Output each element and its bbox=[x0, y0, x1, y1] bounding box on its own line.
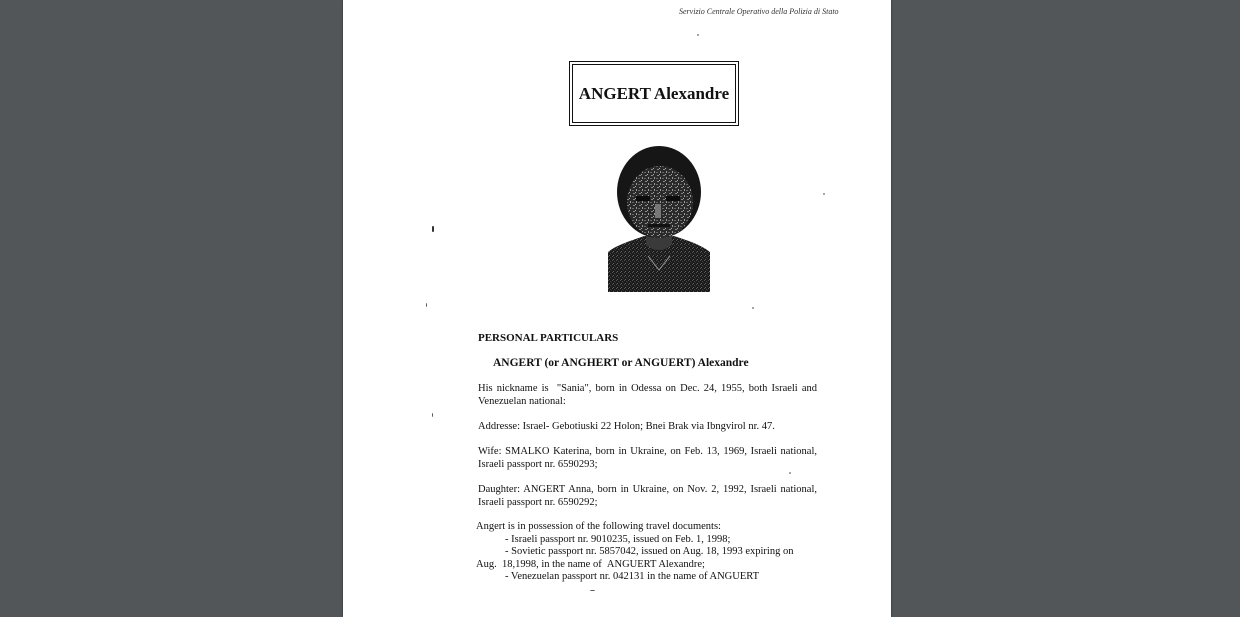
scan-speck bbox=[426, 303, 427, 307]
section-heading: PERSONAL PARTICULARS bbox=[478, 332, 619, 344]
scan-speck bbox=[752, 307, 754, 309]
page-title: ANGERT Alexandre bbox=[578, 83, 730, 103]
header-line: Servizio Centrale Operativo della Polizia di Stato bbox=[679, 7, 839, 16]
address-paragraph: Addresse: Israel- Gebotiuski 22 Holon; Bnei Brak via Ibngvirol nr. 47. bbox=[478, 421, 775, 432]
travel-documents-section bbox=[476, 521, 817, 584]
scan-speck bbox=[432, 226, 434, 232]
nickname-paragraph: His nickname is "Sania", born in Odessa on Dec. 24, 1955, both Israeli and Venezuelan national: bbox=[478, 383, 817, 407]
scan-speck bbox=[789, 472, 791, 474]
travel-document-item: - Venezuelan passport nr. 042131 in the name of ANGUERT bbox=[505, 571, 760, 583]
daughter-paragraph: Daughter: ANGERT Anna, born in Ukraine, on Nov. 2, 1992, Israeli national, Israeli passport nr. 6590292; bbox=[478, 484, 817, 508]
travel-document-item: - Sovietic passport nr. 5857042, issued on Aug. 18, 1993 expiring on bbox=[505, 546, 794, 558]
title-box bbox=[569, 61, 739, 126]
portrait-photo bbox=[608, 144, 710, 292]
travel-documents-intro: Angert is in possession of the following travel documents: bbox=[476, 521, 721, 532]
title-box-inner bbox=[572, 64, 736, 123]
scan-speck bbox=[697, 34, 699, 36]
scan-speck bbox=[590, 590, 595, 591]
travel-document-item: - Israeli passport nr. 9010235, issued on Feb. 1, 1998; bbox=[505, 533, 731, 545]
scan-speck bbox=[432, 413, 433, 417]
travel-document-item: Aug. 18,1998, in the name of ANGUERT Alexandre; bbox=[476, 558, 705, 570]
document-page bbox=[343, 0, 891, 617]
wife-paragraph: Wife: SMALKO Katerina, born in Ukraine, on Feb. 13, 1969, Israeli national, Israeli passport nr. 6590293; bbox=[478, 446, 817, 470]
scan-speck bbox=[823, 193, 825, 195]
full-name-line: ANGERT (or ANGHERT or ANGUERT) Alexandre bbox=[493, 357, 749, 369]
